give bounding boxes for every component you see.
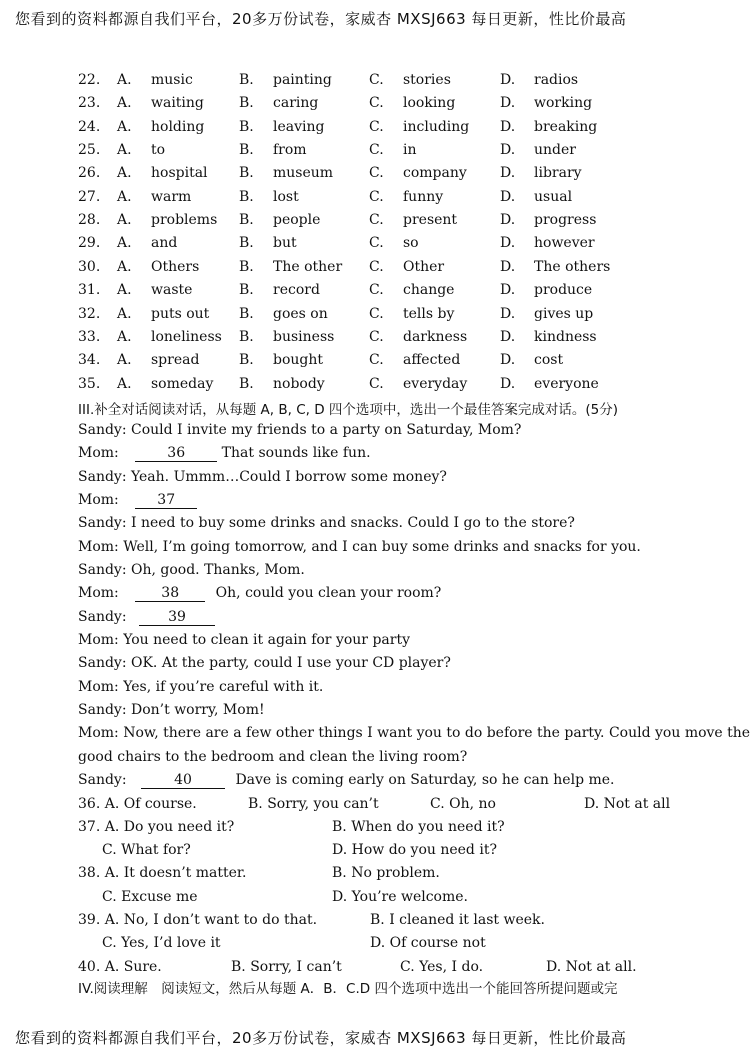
option-letter-c: C.	[369, 212, 384, 229]
question-number: 24.	[78, 118, 101, 135]
option-letter-b: B.	[239, 352, 254, 369]
option-letter-b: B.	[239, 72, 254, 88]
option-letter-d: D.	[500, 212, 516, 229]
option-letter-c: C.	[369, 305, 384, 322]
question-number: 34.	[78, 352, 101, 369]
speaker-label: Sandy:	[78, 772, 127, 788]
q38-option-c: C. Excuse me	[102, 889, 198, 905]
q40-option-d: D. Not at all.	[546, 959, 637, 975]
option-letter-d: D.	[500, 72, 516, 88]
option-letter-b: B.	[239, 165, 254, 182]
option-text-c: so	[403, 235, 419, 252]
option-letter-d: D.	[500, 305, 516, 322]
option-text-b: painting	[273, 72, 332, 88]
option-text-c: present	[403, 212, 458, 229]
q39-option-b: B. I cleaned it last week.	[370, 912, 545, 928]
top-banner: 您看到的资料都源自我们平台，20多万份试卷，家威杏 MXSJ663 每日更新，性比价最高	[15, 10, 627, 28]
speaker-label: Sandy:	[78, 609, 127, 625]
q39-option-d: D. Of course not	[370, 935, 486, 951]
option-letter-d: D.	[500, 188, 516, 205]
q38-option-d: D. You’re welcome.	[332, 889, 469, 905]
option-text-c: in	[403, 142, 417, 159]
option-letter-c: C.	[369, 188, 384, 205]
option-text-c: stories	[403, 72, 451, 88]
option-letter-c: C.	[369, 352, 384, 369]
question-number: 25.	[78, 142, 101, 159]
option-letter-c: C.	[369, 142, 384, 159]
option-letter-c: C.	[369, 282, 384, 299]
dialogue-line: Sandy: Don’t worry, Mom!	[78, 702, 265, 718]
option-text-a: waste	[151, 282, 193, 299]
dialogue-line: Mom: You need to clean it again for your party	[78, 632, 410, 648]
q36-option-d: D. Not at all	[584, 796, 671, 812]
option-text-a: spread	[151, 352, 200, 369]
option-text-a: holding	[151, 118, 205, 135]
dialogue-line: Mom: Yes, if you’re careful with it.	[78, 679, 324, 695]
option-text-a: puts out	[151, 305, 210, 322]
section-3-heading: III.补全对话阅读对话，从每题 A, B, C, D 四个选项中，选出一个最佳答案完成对话。(5分)	[78, 402, 619, 418]
option-text-d: breaking	[534, 118, 598, 135]
option-text-b: museum	[273, 165, 334, 182]
option-text-b: leaving	[273, 118, 325, 135]
option-letter-b: B.	[239, 118, 254, 135]
question-number: 23.	[78, 95, 101, 112]
option-letter-d: D.	[500, 352, 516, 369]
dialogue-line: Sandy: Yeah. Ummm…Could I borrow some money?	[78, 469, 447, 485]
q36-option-b: B. Sorry, you can’t	[248, 796, 379, 812]
dialogue-line	[78, 492, 197, 509]
option-text-b: caring	[273, 95, 319, 112]
option-text-d: cost	[534, 352, 564, 369]
option-letter-d: D.	[500, 282, 516, 299]
option-letter-a: A.	[117, 282, 132, 299]
question-number: 22.	[78, 72, 101, 88]
option-letter-d: D.	[500, 165, 516, 182]
option-text-a: loneliness	[151, 328, 222, 345]
option-letter-b: B.	[239, 282, 254, 299]
option-text-d: radios	[534, 72, 579, 88]
option-text-b: but	[273, 235, 297, 252]
option-letter-d: D.	[500, 95, 516, 112]
option-text-d: under	[534, 142, 576, 159]
option-letter-a: A.	[117, 142, 132, 159]
option-letter-d: D.	[500, 235, 516, 252]
option-text-a: warm	[151, 188, 192, 205]
dialogue-line	[78, 772, 615, 789]
option-letter-b: B.	[239, 305, 254, 322]
question-number: 29.	[78, 235, 101, 252]
question-number: 30.	[78, 258, 101, 275]
dialogue-line	[78, 585, 441, 602]
answer-blank-38: 38	[135, 586, 205, 602]
option-text-d: however	[534, 235, 595, 252]
option-letter-c: C.	[369, 72, 384, 88]
section-4-heading: IV.阅读理解 阅读短文，然后从每题 A．B．C.D 四个选项中选出一个能回答所提问题或完	[78, 981, 618, 997]
option-letter-b: B.	[239, 95, 254, 112]
option-text-d: produce	[534, 282, 593, 299]
option-text-d: The others	[534, 258, 611, 275]
option-text-d: usual	[534, 188, 573, 205]
option-text-b: people	[273, 212, 321, 229]
question-number: 35.	[78, 375, 101, 392]
q39-option-c: C. Yes, I’d love it	[102, 935, 221, 951]
answer-blank-40: 40	[141, 773, 225, 789]
q36-option-a: 36. A. Of course.	[78, 796, 197, 812]
option-text-a: someday	[151, 375, 214, 392]
question-number: 28.	[78, 212, 101, 229]
option-letter-d: D.	[500, 142, 516, 159]
option-text-d: progress	[534, 212, 597, 229]
option-letter-a: A.	[117, 95, 132, 112]
option-text-b: from	[273, 142, 307, 159]
option-letter-b: B.	[239, 142, 254, 159]
option-text-b: bought	[273, 352, 324, 369]
option-letter-a: A.	[117, 118, 132, 135]
option-letter-a: A.	[117, 188, 132, 205]
option-text-a: music	[151, 72, 193, 88]
question-number: 31.	[78, 282, 101, 299]
option-letter-c: C.	[369, 375, 384, 392]
option-letter-a: A.	[117, 352, 132, 369]
option-text-c: affected	[403, 352, 461, 369]
q37-option-c: C. What for?	[102, 842, 191, 858]
option-letter-b: B.	[239, 375, 254, 392]
option-text-b: The other	[273, 258, 343, 275]
option-text-a: Others	[151, 258, 200, 275]
option-text-d: kindness	[534, 328, 597, 345]
q37-option-b: B. When do you need it?	[332, 819, 505, 835]
dialogue-line	[78, 445, 371, 462]
dialogue-line: Mom: Well, I’m going tomorrow, and I can buy some drinks and snacks for you.	[78, 539, 641, 555]
dialogue-text: Oh, could you clean your room?	[215, 585, 442, 601]
answer-blank-36: 36	[135, 446, 217, 462]
option-letter-a: A.	[117, 258, 132, 275]
dialogue-line: Sandy: Oh, good. Thanks, Mom.	[78, 562, 305, 578]
option-letter-d: D.	[500, 328, 516, 345]
option-text-c: tells by	[403, 305, 455, 322]
option-text-c: looking	[403, 95, 456, 112]
option-letter-a: A.	[117, 375, 132, 392]
option-text-c: funny	[403, 188, 444, 205]
dialogue-line	[78, 609, 215, 626]
q38-option-b: B. No problem.	[332, 865, 440, 881]
option-text-c: Other	[403, 258, 445, 275]
option-letter-b: B.	[239, 188, 254, 205]
option-text-c: darkness	[403, 328, 468, 345]
option-text-b: nobody	[273, 375, 325, 392]
answer-blank-37: 37	[135, 493, 197, 509]
question-number: 32.	[78, 305, 101, 322]
dialogue-text: Dave is coming early on Saturday, so he can help me.	[235, 772, 615, 788]
question-number: 27.	[78, 188, 101, 205]
option-letter-a: A.	[117, 212, 132, 229]
option-letter-c: C.	[369, 258, 384, 275]
option-text-c: everyday	[403, 375, 468, 392]
option-text-d: library	[534, 165, 582, 182]
option-letter-c: C.	[369, 328, 384, 345]
speaker-label: Mom:	[78, 445, 119, 461]
answer-blank-39: 39	[139, 610, 215, 626]
option-letter-a: A.	[117, 235, 132, 252]
q40-option-c: C. Yes, I do.	[400, 959, 484, 975]
option-text-d: everyone	[534, 375, 599, 392]
option-letter-b: B.	[239, 212, 254, 229]
option-letter-b: B.	[239, 328, 254, 345]
q40-option-b: B. Sorry, I can’t	[231, 959, 342, 975]
dialogue-text: That sounds like fun.	[221, 445, 371, 461]
option-text-a: waiting	[151, 95, 204, 112]
option-text-c: change	[403, 282, 455, 299]
option-text-b: goes on	[273, 305, 328, 322]
dialogue-line: Sandy: I need to buy some drinks and snacks. Could I go to the store?	[78, 515, 575, 531]
option-text-c: company	[403, 165, 467, 182]
option-letter-d: D.	[500, 118, 516, 135]
option-text-a: and	[151, 235, 178, 252]
q38-option-a: 38. A. It doesn’t matter.	[78, 865, 247, 881]
option-letter-b: B.	[239, 235, 254, 252]
speaker-label: Mom:	[78, 492, 119, 508]
option-letter-c: C.	[369, 235, 384, 252]
option-text-d: working	[534, 95, 593, 112]
option-letter-b: B.	[239, 258, 254, 275]
option-letter-c: C.	[369, 95, 384, 112]
option-letter-a: A.	[117, 328, 132, 345]
dialogue-line: good chairs to the bedroom and clean the living room?	[78, 749, 468, 765]
option-text-b: business	[273, 328, 335, 345]
q37-option-a: 37. A. Do you need it?	[78, 819, 235, 835]
question-number: 33.	[78, 328, 101, 345]
option-text-c: including	[403, 118, 470, 135]
option-letter-d: D.	[500, 258, 516, 275]
option-letter-a: A.	[117, 72, 132, 88]
option-letter-a: A.	[117, 165, 132, 182]
option-text-a: problems	[151, 212, 218, 229]
option-text-d: gives up	[534, 305, 594, 322]
option-text-a: hospital	[151, 165, 208, 182]
option-letter-c: C.	[369, 118, 384, 135]
q40-option-a: 40. A. Sure.	[78, 959, 162, 975]
option-letter-a: A.	[117, 305, 132, 322]
q37-option-d: D. How do you need it?	[332, 842, 497, 858]
q39-option-a: 39. A. No, I don’t want to do that.	[78, 912, 318, 928]
bottom-banner: 您看到的资料都源自我们平台，20多万份试卷，家威杏 MXSJ663 每日更新，性比价最高	[15, 1029, 627, 1047]
option-letter-c: C.	[369, 165, 384, 182]
dialogue-line: Sandy: Could I invite my friends to a party on Saturday, Mom?	[78, 422, 522, 438]
dialogue-line: Mom: Now, there are a few other things I want you to do before the party. Could you move the	[78, 725, 751, 741]
option-text-b: record	[273, 282, 320, 299]
q36-option-c: C. Oh, no	[430, 796, 496, 812]
question-number: 26.	[78, 165, 101, 182]
speaker-label: Mom:	[78, 585, 119, 601]
option-letter-d: D.	[500, 375, 516, 392]
option-text-b: lost	[273, 188, 299, 205]
dialogue-line: Sandy: OK. At the party, could I use your CD player?	[78, 655, 451, 671]
option-text-a: to	[151, 142, 166, 159]
